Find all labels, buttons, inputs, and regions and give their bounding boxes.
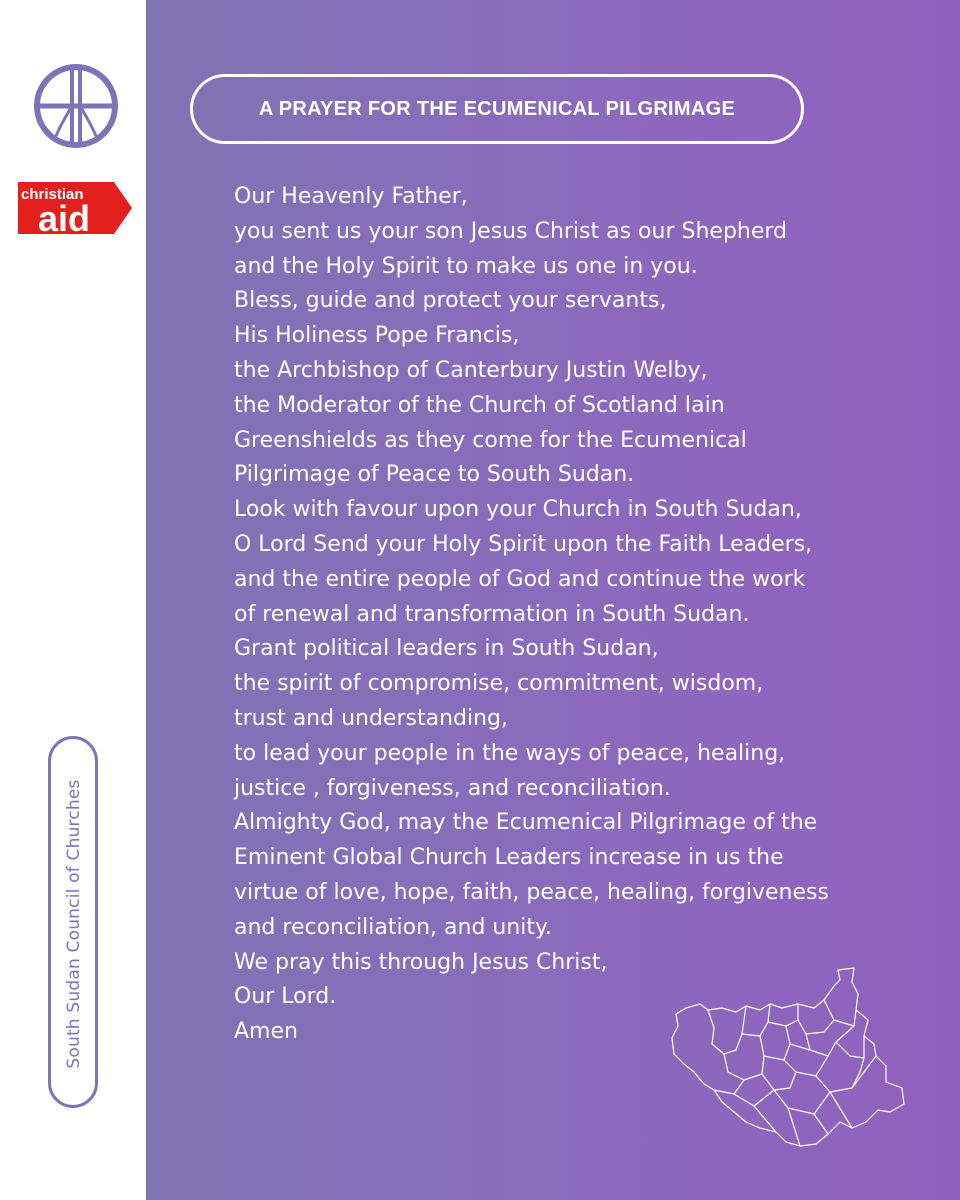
page-title: A PRAYER FOR THE ECUMENICAL PILGRIMAGE [258,97,736,120]
prayer-line: trust and understanding, [234,705,509,731]
prayer-line: to lead your people in the ways of peace, healing, [234,740,786,766]
title-banner [190,74,804,144]
prayer-line: and the entire people of God and continue the work [234,566,806,592]
prayer-line: virtue of love, hope, faith, peace, healing, forgiveness [234,879,829,905]
prayer-line: Bless, guide and protect your servants, [234,288,667,314]
church-of-england-logo-icon [32,62,120,150]
prayer-line: Grant political leaders in South Sudan, [234,636,659,662]
prayer-text [234,180,914,1050]
south-sudan-map-icon [664,964,914,1154]
prayer-line: the spirit of compromise, commitment, wisdom, [234,671,764,697]
prayer-line: and reconciliation, and unity. [234,914,552,940]
svg-text:christian: christian [21,186,84,203]
prayer-line: Pilgrimage of Peace to South Sudan. [234,462,635,488]
prayer-line: the Archbishop of Canterbury Justin Welby, [234,357,708,383]
prayer-line: Greenshields as they come for the Ecumenical [234,427,747,453]
prayer-line: Amen [234,1019,298,1045]
prayer-line: Our Heavenly Father, [234,184,468,209]
christian-aid-logo [18,182,132,234]
prayer-line: you sent us your son Jesus Christ as our Shepherd [234,218,788,244]
prayer-line: of renewal and transformation in South Sudan. [234,601,750,627]
sidebar [0,0,146,1200]
prayer-line: Eminent Global Church Leaders increase in us the [234,845,784,871]
prayer-line: Look with favour upon your Church in South Sudan, [234,497,802,523]
prayer-line: O Lord Send your Holy Spirit upon the Faith Leaders, [234,531,813,557]
prayer-line: Almighty God, may the Ecumenical Pilgrimage of the [234,810,818,836]
prayer-line: justice , forgiveness, and reconciliation. [234,775,671,801]
prayer-line: Our Lord. [234,984,337,1010]
svg-text:aid: aid [38,198,91,234]
prayer-line: His Holiness Pope Francis, [234,323,520,349]
sscc-label: South Sudan Council of Churches [64,779,84,1069]
prayer-line: the Moderator of the Church of Scotland Iain [234,392,725,418]
prayer-line: and the Holy Spirit to make us one in you. [234,253,698,279]
prayer-line: We pray this through Jesus Christ, [234,949,608,975]
